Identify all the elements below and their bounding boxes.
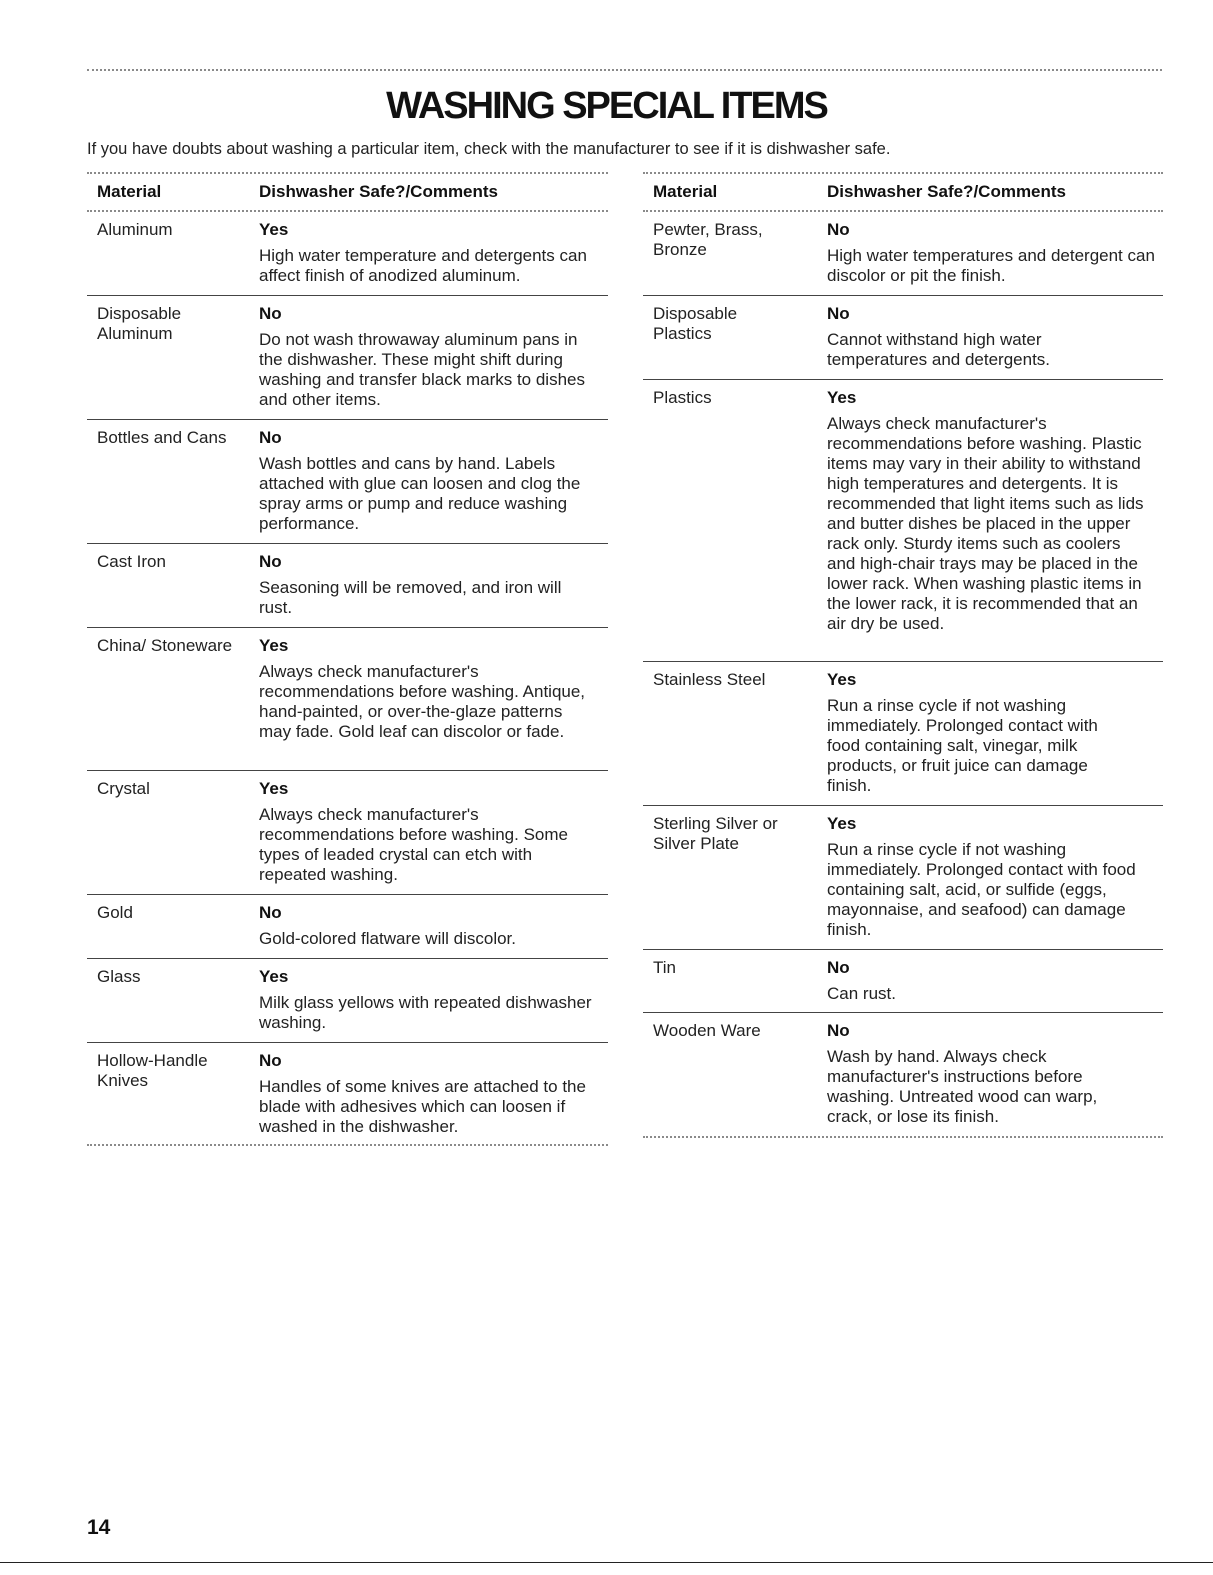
safe-verdict: No [259, 428, 282, 447]
safe-verdict: Yes [827, 388, 857, 407]
table-row [87, 771, 608, 895]
comment-text: Run a rinse cycle if not washing immediately. Prolonged contact with food containing salt, vinegar, milk products, or fruit juice can damage finish. [827, 696, 1098, 795]
top-divider [87, 69, 1162, 71]
comment-text: Always check manufacturer's recommendations before washing. Some types of leaded crystal can etch with repeated washing. [259, 805, 568, 884]
comment-text: Run a rinse cycle if not washing immediately. Prolonged contact with food containing salt, acid, or sulfide (eggs, mayonnaise, and seafood) can damage finish. [827, 840, 1136, 939]
table-header [643, 172, 1163, 212]
table-row [87, 959, 608, 1043]
comment-text: Can rust. [827, 984, 896, 1003]
comment-text: Seasoning will be removed, and iron will rust. [259, 578, 562, 617]
comment-text: Do not wash throwaway aluminum pans in the dishwasher. These might shift during washing and transfer black marks to dishes and other items. [259, 330, 585, 409]
table-row [643, 380, 1163, 662]
table-row [87, 1043, 608, 1146]
page-number: 14 [87, 1516, 111, 1539]
material-name: Sterling Silver or Silver Plate [653, 814, 778, 853]
safe-verdict: No [259, 1051, 282, 1070]
material-name: Glass [97, 967, 141, 986]
safe-verdict: Yes [827, 670, 857, 689]
comment-text: Wash bottles and cans by hand. Labels attached with glue can loosen and clog the spray arms or pump and reduce washing performance. [259, 454, 581, 533]
table-row [643, 1013, 1163, 1138]
material-name: Bottles and Cans [97, 428, 227, 447]
table-row [87, 420, 608, 544]
bottom-divider [0, 1562, 1213, 1563]
header-material: Material [97, 182, 162, 201]
table-row [643, 662, 1163, 806]
table-row [87, 212, 608, 296]
table-row [643, 296, 1163, 380]
table-row [643, 212, 1163, 296]
safe-verdict: No [259, 552, 282, 571]
material-name: Disposable Aluminum [97, 304, 182, 343]
safe-verdict: Yes [259, 967, 289, 986]
safe-verdict: Yes [259, 779, 289, 798]
comment-text: High water temperatures and detergent can discolor or pit the finish. [827, 246, 1155, 285]
material-name: Plastics [653, 388, 712, 407]
table-row [87, 895, 608, 959]
header-comments: Dishwasher Safe?/Comments [259, 182, 499, 201]
material-name: Hollow-Handle Knives [97, 1051, 208, 1090]
material-name: Tin [653, 958, 676, 977]
safe-verdict: Yes [259, 636, 289, 655]
safe-verdict: No [827, 220, 850, 239]
table-header [87, 172, 608, 212]
comment-text: Gold-colored flatware will discolor. [259, 929, 516, 948]
table-row [87, 296, 608, 420]
intro-text: If you have doubts about washing a particular item, check with the manufacturer to see if it is dishwasher safe. [87, 140, 891, 158]
safe-verdict: Yes [827, 814, 857, 833]
materials-table-right [643, 172, 1163, 1138]
table-row [87, 544, 608, 628]
comment-text: Cannot withstand high water temperatures and detergents. [827, 330, 1051, 369]
comment-text: Milk glass yellows with repeated dishwasher washing. [259, 993, 592, 1032]
material-name: Cast Iron [97, 552, 166, 571]
page-title: WASHING SPECIAL ITEMS [386, 85, 827, 127]
comment-text: High water temperature and detergents can affect finish of anodized aluminum. [259, 246, 587, 285]
material-name: Crystal [97, 779, 150, 798]
material-name: Disposable Plastics [653, 304, 738, 343]
material-name: Gold [97, 903, 133, 922]
safe-verdict: No [259, 903, 282, 922]
material-name: Wooden Ware [653, 1021, 761, 1040]
header-comments: Dishwasher Safe?/Comments [827, 182, 1067, 201]
comment-text: Always check manufacturer's recommendations before washing. Plastic items may vary in their ability to withstand high temperatures and detergents. It is recommended that light items such as lids and butter dishes be placed in the upper rack only. Sturdy items such as coolers and high-chair trays may be placed in the lower rack. When washing plastic items in the lower rack, it is recommended that an air dry be used. [827, 414, 1144, 633]
table-row [87, 628, 608, 771]
table-row [643, 806, 1163, 950]
header-material: Material [653, 182, 718, 201]
table-row [643, 950, 1163, 1013]
material-name: Aluminum [97, 220, 173, 239]
safe-verdict: No [827, 958, 850, 977]
comment-text: Handles of some knives are attached to the blade with adhesives which can loosen if washed in the dishwasher. [259, 1077, 586, 1136]
material-name: China/ Stoneware [97, 636, 233, 655]
comment-text: Wash by hand. Always check manufacturer's instructions before washing. Untreated wood can warp, crack, or lose its finish. [827, 1047, 1098, 1126]
safe-verdict: Yes [259, 220, 289, 239]
safe-verdict: No [827, 304, 850, 323]
material-name: Pewter, Brass, Bronze [653, 220, 763, 259]
material-name: Stainless Steel [653, 670, 766, 689]
safe-verdict: No [259, 304, 282, 323]
comment-text: Always check manufacturer's recommendations before washing. Antique, hand-painted, or over-the-glaze patterns may fade. Gold leaf can discolor or fade. [259, 662, 586, 741]
materials-table-left [87, 172, 608, 1146]
safe-verdict: No [827, 1021, 850, 1040]
